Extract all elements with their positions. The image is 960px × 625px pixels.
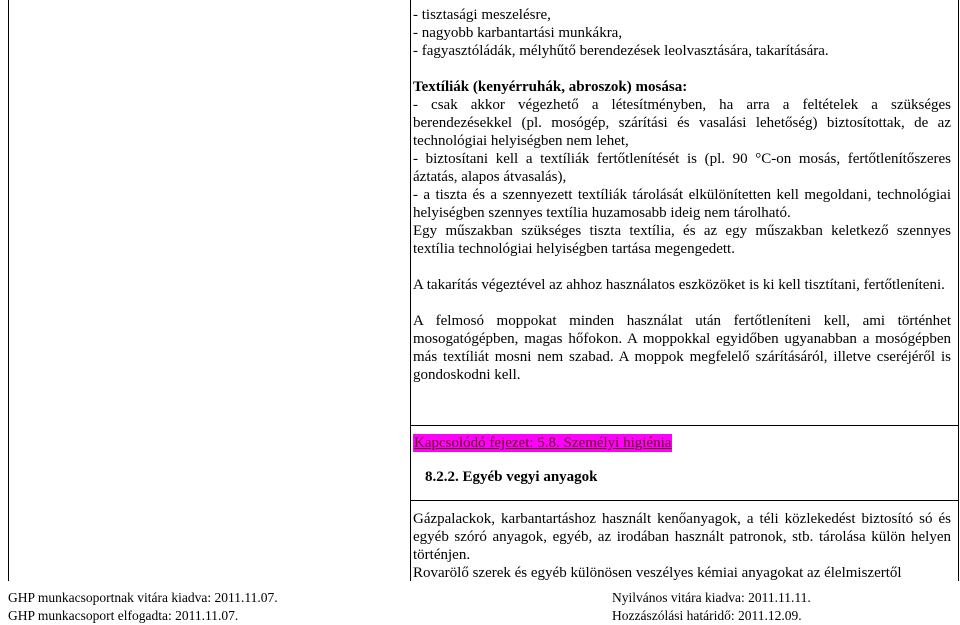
row-divider-2 (410, 500, 959, 501)
list-item: - tisztasági meszelésre, (413, 7, 551, 23)
page-footer (0, 589, 960, 625)
table-border-left (8, 0, 9, 581)
row-divider-1 (410, 425, 959, 426)
rodent-paragraph: Rovarölő szerek és egyéb különösen veszélyes kémiai anyagokat az élelmiszertől (413, 565, 902, 581)
main-text-cell (413, 6, 951, 384)
table-column-divider (410, 0, 411, 581)
cleaning-paragraph: A takarítás végeztével az ahhoz használatos eszközöket is ki kell tisztítani, fertőtleníteni. (413, 277, 945, 293)
chemicals-cell (413, 510, 951, 582)
textile-paragraph-3: - a tiszta és a szennyezett textíliák tárolását elkülönítetten kell megoldani, technológiai helyiségben szennyes textília huzamosabb ideig nem tárolható. (413, 187, 951, 221)
textile-heading: Textíliák (kenyérruhák, abroszok) mosása: (413, 79, 688, 95)
textile-paragraph-2: - biztosítani kell a textíliák fertőtlenítését is (pl. 90 °C-on mosás, fertőtlenítőszeres áztatás, alapos átvasalás), (413, 151, 951, 185)
footer-right-line-1: Nyilvános vitára kiadva: 2011.11.11. (612, 590, 811, 605)
section-heading-cell (413, 468, 951, 486)
gas-paragraph: Gázpalackok, karbantartáshoz használt kenőanyagok, a téli közlekedést biztosító só és egyéb szóró anyagok, egyéb, az irodában használt patronok, stb. tárolása külön helyen történjen. (413, 511, 951, 563)
list-item: - nagyobb karbantartási munkákra, (413, 25, 623, 41)
mop-paragraph: A felmosó moppokat minden használat után fertőtleníteni kell, ami történhet mosogatógépben, magas hőfokon. A moppokkal egyidőben ugyanabban a mosógépben más textíliát mosni nem szabad. A moppok megfelelő szárításáról, illetve cseréjéről is gondoskodni kell. (413, 313, 951, 383)
table-border-right (958, 0, 959, 581)
textile-paragraph-1: - csak akkor végezhető a létesítményben, ha arra a feltételek a szükséges berendezésekkel (pl. mosógép, szárítási és vasalási lehetőség) biztosítottak, de az technológiai helyiségben nem lehet, (413, 97, 951, 149)
related-cell (413, 434, 951, 452)
footer-left-line-1: GHP munkacsoportnak vitára kiadva: 2011.11.07. (8, 590, 278, 605)
footer-left-line-2: GHP munkacsoport elfogadta: 2011.11.07. (8, 608, 239, 623)
section-title: 8.2.2. Egyéb vegyi anyagok (425, 469, 598, 485)
related-chapter-link[interactable]: Kapcsolódó fejezet: 5.8. Személyi higiénia (414, 435, 672, 451)
textile-paragraph-4: Egy műszakban szükséges tiszta textília, és az egy műszakban keletkező szennyes textília technológiai helyiségben tartása megengedett. (413, 223, 951, 257)
list-item: - fagyasztóládák, mélyhűtő berendezések leolvasztására, takarítására. (413, 43, 829, 59)
footer-right-line-2: Hozzászólási határidő: 2011.12.09. (612, 608, 802, 623)
